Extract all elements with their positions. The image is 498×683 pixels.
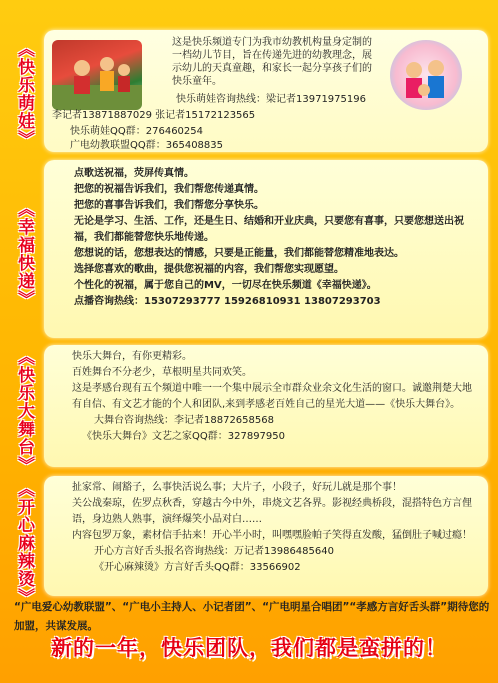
section-title-happy-spicy: 《开心麻辣烫》 bbox=[14, 480, 34, 606]
delivery-line: 个性化的祝福，属于您自己的MV，一切尽在快乐频道《幸福快递》。 bbox=[74, 280, 377, 291]
delivery-line: 选择您喜欢的歌曲，提供您祝福的内容，我们帮您实现愿望。 bbox=[74, 264, 344, 275]
stage-line: 百姓舞台不分老少，草根明星共同欢笑。 bbox=[72, 367, 252, 378]
spicy-line: 关公战秦琼，佐罗点秋香，穿越古今中外，串烧文艺各界。影视经典桥段，混搭特色方言俚语，身边熟人熟事，演绎爆笑小品对白…… bbox=[72, 498, 472, 525]
section-panel-happy-spicy bbox=[44, 476, 488, 596]
delivery-line: 把您的祝福告诉我们，我们帮您传递真情。 bbox=[74, 184, 264, 195]
delivery-hotline: 点播咨询热线：15307293777 15926810931 13807293703 bbox=[74, 296, 381, 307]
spicy-line: 扯家常、闹豁子，么事快活说么事；大片子，小段子，好玩儿就是那个事！ bbox=[72, 482, 402, 493]
spicy-hotline: 开心方言好舌头报名咨询热线：万记者13986485640 bbox=[94, 546, 334, 557]
spicy-text-block bbox=[72, 480, 480, 576]
section-panel-happy-stage bbox=[44, 345, 488, 467]
stage-hotline: 大舞台咨询热线：李记者18872658568 bbox=[94, 415, 274, 426]
section-title-happy-stage: 《快乐大舞台》 bbox=[14, 348, 34, 474]
section-title-happy-kids: 《快乐萌娃》 bbox=[14, 40, 34, 148]
kids-performance-photo bbox=[52, 40, 142, 110]
stage-text-block bbox=[72, 349, 478, 445]
happy-kids-intro: 这是快乐频道专门为我市幼教机构量身定制的一档幼儿节目，旨在传递先进的幼教理念，展示幼儿的天真童趣，和家长一起分享孩子们的快乐童年。 bbox=[172, 37, 372, 87]
kids-portrait-photo bbox=[390, 40, 462, 110]
delivery-line: 无论是学习、生活、工作，还是生日、结婚和开业庆典，只要您有喜事，只要您想送出祝福，我们都能替您快乐地传递。 bbox=[74, 216, 464, 243]
section-panel-happy-kids bbox=[44, 30, 488, 152]
happy-kids-reporters: 李记者13871887029 张记者15172123565 bbox=[52, 110, 256, 121]
delivery-line: 点歌送祝福，荧屏传真情。 bbox=[74, 168, 194, 179]
happy-kids-hotline: 快乐萌娃咨询热线：梁记者13971975196 bbox=[176, 94, 366, 105]
delivery-text-block bbox=[74, 166, 478, 310]
delivery-line: 把您的喜事告诉我们，我们帮您分享快乐。 bbox=[74, 200, 264, 211]
new-year-slogan: 新的一年，快乐团队，我们都是蛮拼的！ bbox=[51, 636, 447, 660]
spicy-line: 内容包罗万象，素材信手拈来！开心半小时，叫嘿嘿脸帕子笑得直发酸，猛倒肚子喊过瘾！ bbox=[72, 530, 472, 541]
alliance-invitation: “广电爱心幼教联盟”、“广电小主持人、小记者团”、“广电明星合唱团”“孝感方言好舌头群”期待您的加盟，共谋发展。 bbox=[14, 601, 490, 632]
delivery-line: 您想说的话，您想表达的情感，只要是正能量，我们都能替您精准地表达。 bbox=[74, 248, 404, 259]
happy-kids-qq: 快乐萌娃QQ群：276460254 bbox=[70, 126, 204, 137]
stage-qq: 《快乐大舞台》文艺之家QQ群：327897950 bbox=[82, 431, 286, 442]
stage-line: 这是孝感台现有五个频道中唯一一个集中展示全市群众业余文化生活的窗口。诚邀荆楚大地有自信、有文艺才能的个人和团队,来到孝感老百姓自己的星光大道——《快乐大舞台》。 bbox=[72, 383, 472, 410]
section-panel-happy-delivery bbox=[44, 160, 488, 338]
section-title-happy-delivery: 《幸福快递》 bbox=[14, 200, 34, 308]
spicy-qq: 《开心麻辣烫》方言好舌头QQ群：33566902 bbox=[94, 562, 301, 573]
alliance-qq: 广电幼教联盟QQ群：365408835 bbox=[70, 140, 224, 151]
stage-line: 快乐大舞台，有你更精彩。 bbox=[72, 351, 192, 362]
